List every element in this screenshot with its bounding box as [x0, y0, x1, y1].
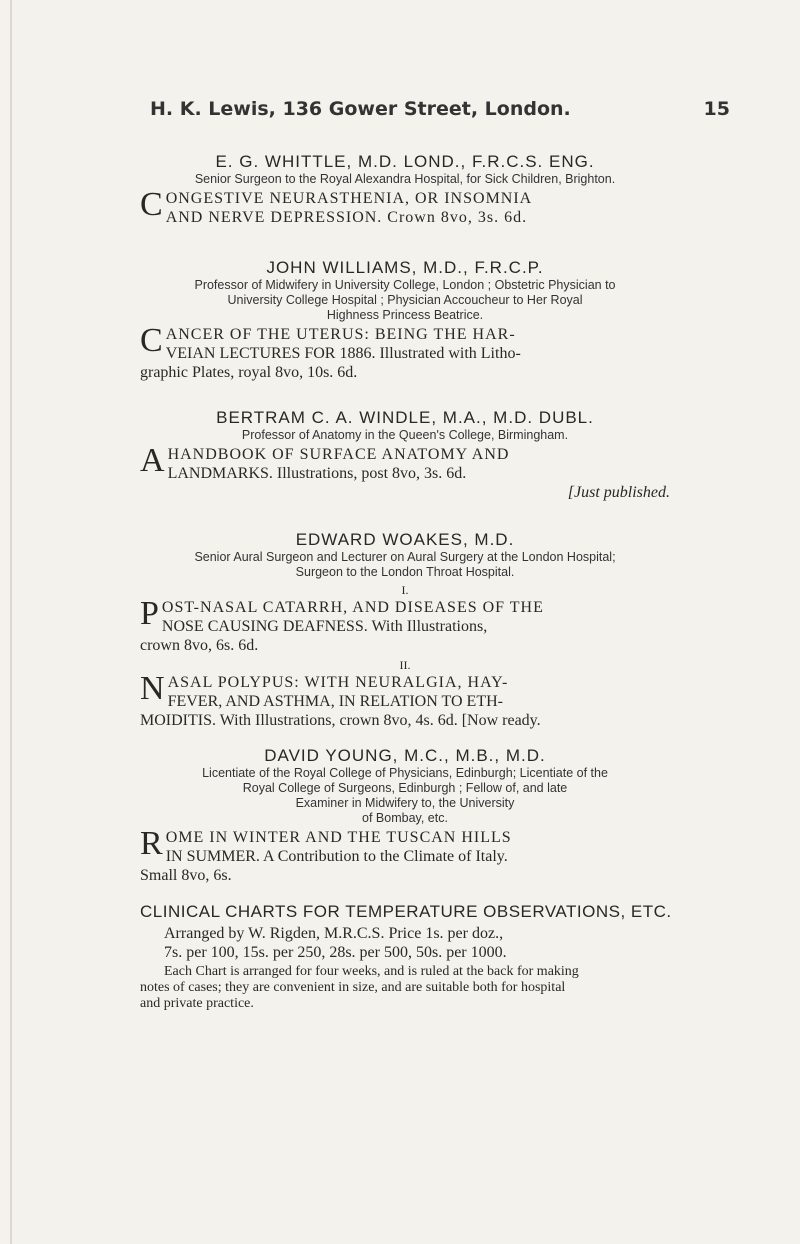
author-description: Professor of Anatomy in the Queen's College, Birmingham. — [241, 428, 569, 442]
book-title-line: FEVER, AND ASTHMA, IN RELATION TO ETH- — [167, 693, 503, 710]
page-edge — [10, 0, 12, 1244]
book-title-line: ONGESTIVE NEURASTHENIA, OR INSOMNIA — [165, 190, 533, 207]
page-number: 15 — [703, 98, 730, 120]
entry-young — [140, 746, 670, 885]
book-title-line: graphic Plates, royal 8vo, 10s. 6d. — [140, 364, 358, 381]
entry-windle — [140, 408, 670, 502]
drop-cap: A — [140, 442, 165, 479]
author-name: E. G. WHITTLE, M.D. LOND., F.R.C.S. ENG. — [215, 152, 595, 171]
charts-line: notes of cases; they are convenient in size, and are suitable both for hospital — [140, 980, 566, 995]
book-title-line: OME IN WINTER AND THE TUSCAN HILLS — [165, 829, 512, 846]
drop-cap: P — [140, 595, 159, 632]
drop-cap: R — [140, 825, 163, 862]
book-listing — [140, 595, 670, 655]
charts-title: CLINICAL CHARTS FOR TEMPERATURE OBSERVATIONS, ETC. — [140, 902, 672, 921]
author-description: Senior Aural Surgeon and Lecturer on Aural Surgery at the London Hospital; Surgeon to the London Throat Hospital. — [194, 550, 616, 579]
book-title-line: Small 8vo, 6s. — [140, 867, 232, 884]
author-name: EDWARD WOAKES, M.D. — [295, 530, 515, 549]
author-description: Professor of Midwifery in University College, London ; Obstetric Physician to University College Hospital ; Physician Accoucheur to Her Royal Highness Princess Beatrice. — [194, 278, 616, 322]
book-listing — [140, 322, 670, 382]
book-title-line: OST-NASAL CATARRH, AND DISEASES OF THE — [161, 599, 544, 616]
entry-williams — [140, 258, 670, 382]
book-listing — [140, 186, 670, 227]
charts-line: 7s. per 100, 15s. per 250, 28s. per 500, 50s. per 1000. — [164, 944, 507, 961]
charts-details — [140, 964, 670, 1012]
book-title-line: LANDMARKS. Illustrations, post 8vo, 3s. 6d. — [167, 465, 467, 482]
author-name: JOHN WILLIAMS, M.D., F.R.C.P. — [266, 258, 544, 277]
drop-cap: C — [140, 322, 163, 359]
entry-woakes — [140, 530, 670, 730]
entry-whittle — [140, 152, 670, 227]
book-title-line: HANDBOOK OF SURFACE ANATOMY AND — [167, 446, 510, 463]
book-title-line: NOSE CAUSING DEAFNESS. With Illustrations, — [161, 618, 488, 635]
book-numeral: I. — [401, 583, 409, 597]
book-title-line: ASAL POLYPUS: WITH NEURALGIA, HAY- — [167, 674, 509, 691]
book-title-line: ANCER OF THE UTERUS: BEING THE HAR- — [165, 326, 516, 343]
drop-cap: C — [140, 186, 163, 223]
drop-cap: N — [140, 670, 165, 707]
author-description: Licentiate of the Royal College of Physicians, Edinburgh; Licentiate of the Royal College of Surgeons, Edinburgh ; Fellow of, and late Examiner in Midwifery to, the University of Bombay, etc. — [202, 766, 608, 825]
book-title-line: MOIDITIS. With Illustrations, crown 8vo, 4s. 6d. [Now ready. — [140, 712, 541, 729]
header-title: H. K. Lewis, 136 Gower Street, London. — [150, 98, 571, 120]
author-description: Senior Surgeon to the Royal Alexandra Hospital, for Sick Children, Brighton. — [194, 172, 616, 186]
charts-listing — [140, 924, 670, 962]
book-listing — [140, 670, 670, 730]
book-title-line: crown 8vo, 6s. 6d. — [140, 637, 259, 654]
charts-line: Each Chart is arranged for four weeks, and is ruled at the back for making — [164, 964, 579, 979]
charts-line: Arranged by W. Rigden, M.R.C.S. Price 1s. per doz., — [164, 925, 504, 942]
clinical-charts-entry — [140, 902, 670, 1012]
publication-note: [Just published. — [567, 484, 670, 501]
book-title-line: IN SUMMER. A Contribution to the Climate of Italy. — [165, 848, 508, 865]
book-listing — [140, 442, 670, 502]
book-numeral: II. — [399, 658, 411, 672]
book-title-line: VEIAN LECTURES FOR 1886. Illustrated with Litho- — [165, 345, 521, 362]
book-title-line: AND NERVE DEPRESSION. Crown 8vo, 3s. 6d. — [165, 209, 528, 226]
author-name: BERTRAM C. A. WINDLE, M.A., M.D. DUBL. — [216, 408, 594, 427]
author-name: DAVID YOUNG, M.C., M.B., M.D. — [264, 746, 546, 765]
charts-line: and private practice. — [140, 996, 254, 1011]
book-listing — [140, 825, 670, 885]
